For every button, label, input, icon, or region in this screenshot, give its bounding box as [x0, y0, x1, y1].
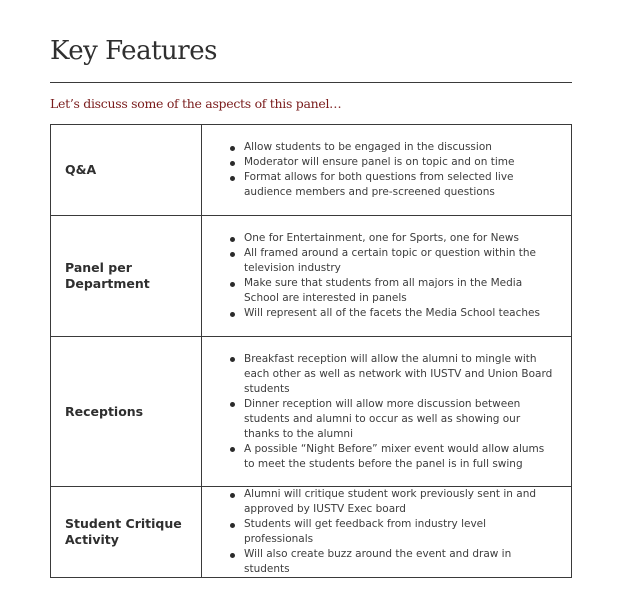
table-row [51, 216, 572, 337]
row-content [202, 487, 572, 578]
bullet-list [226, 140, 557, 200]
row-label: Student Critique Activity [51, 487, 202, 578]
list-item: Will represent all of the facets the Media School teaches [226, 306, 557, 321]
row-label: Receptions [51, 337, 202, 487]
row-content [202, 216, 572, 337]
list-item: Moderator will ensure panel is on topic and on time [226, 155, 557, 170]
page-subtitle: Let’s discuss some of the aspects of this panel… [50, 96, 342, 111]
row-content [202, 337, 572, 487]
table-row [51, 337, 572, 487]
bullet-list [226, 352, 557, 472]
features-table [50, 124, 572, 578]
list-item: Dinner reception will allow more discussion between students and alumni to occur as well as showing our thanks to the alumni [226, 397, 557, 442]
bullet-list [226, 487, 557, 577]
table-row [51, 487, 572, 578]
list-item: All framed around a certain topic or question within the television industry [226, 246, 557, 276]
title-divider [50, 82, 572, 83]
list-item: Format allows for both questions from selected live audience members and pre-screened questions [226, 170, 557, 200]
page-title: Key Features [50, 36, 217, 66]
list-item: Breakfast reception will allow the alumni to mingle with each other as well as network with IUSTV and Union Board students [226, 352, 557, 397]
list-item: Will also create buzz around the event and draw in students [226, 547, 557, 577]
bullet-list [226, 231, 557, 321]
list-item: One for Entertainment, one for Sports, one for News [226, 231, 557, 246]
row-label: Panel per Department [51, 216, 202, 337]
list-item: A possible “Night Before” mixer event would allow alums to meet the students before the panel is in full swing [226, 442, 557, 472]
list-item: Make sure that students from all majors in the Media School are interested in panels [226, 276, 557, 306]
list-item: Alumni will critique student work previously sent in and approved by IUSTV Exec board [226, 487, 557, 517]
list-item: Allow students to be engaged in the discussion [226, 140, 557, 155]
list-item: Students will get feedback from industry level professionals [226, 517, 557, 547]
row-content [202, 125, 572, 216]
table-row [51, 125, 572, 216]
row-label: Q&A [51, 125, 202, 216]
